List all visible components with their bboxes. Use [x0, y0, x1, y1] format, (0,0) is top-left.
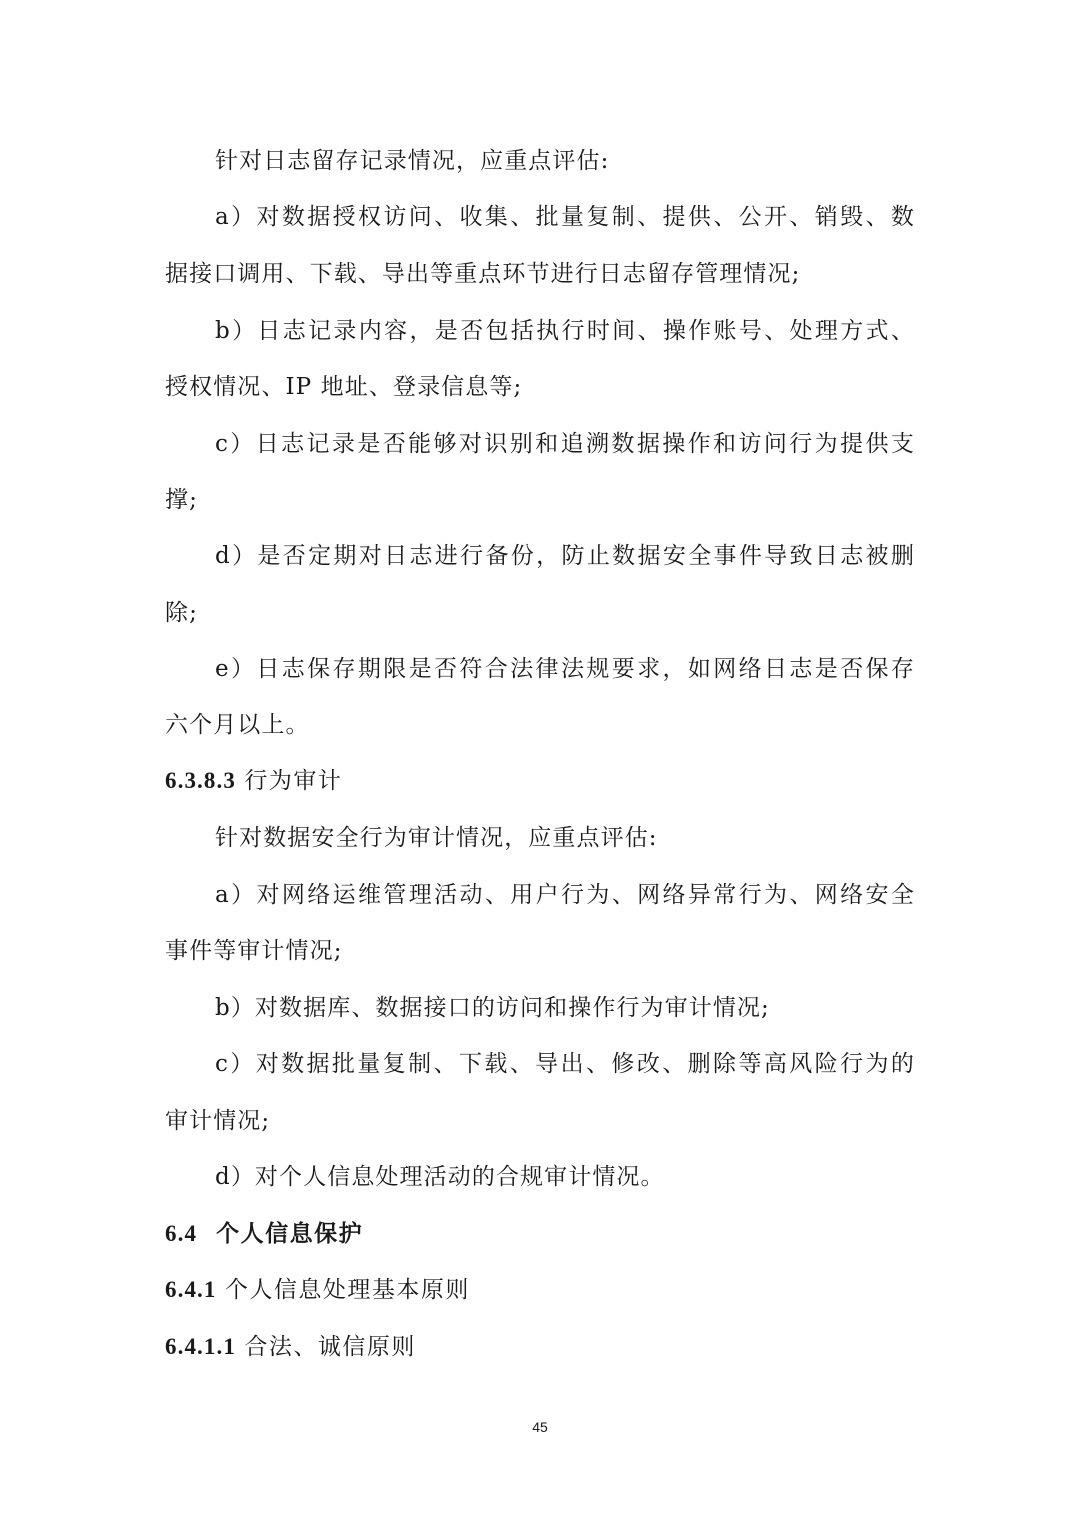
list-item-a-line2: 据接口调用、下载、导出等重点环节进行日志留存管理情况; — [165, 261, 801, 287]
audit-item-c-line2: 审计情况; — [165, 1108, 271, 1134]
audit-item-c-line1: c）对数据批量复制、下载、导出、修改、删除等高风险行为的 — [215, 1051, 915, 1077]
audit-item-b: b）对数据库、数据接口的访问和操作行为审计情况; — [215, 995, 770, 1021]
section-title: 个人信息保护 — [216, 1220, 364, 1247]
section-title: 个人信息处理基本原则 — [224, 1277, 470, 1303]
list-item-e-line2: 六个月以上。 — [165, 712, 310, 738]
audit-item-d: d）对个人信息处理活动的合规审计情况。 — [215, 1164, 665, 1190]
section-heading-641 — [165, 1274, 470, 1306]
paragraph-intro-logs: 针对日志留存记录情况，应重点评估: — [215, 148, 610, 174]
section-heading-6388 — [165, 765, 342, 797]
list-item-d-line2: 除; — [165, 600, 198, 626]
list-item-a-line1: a）对数据授权访问、收集、批量复制、提供、公开、销毁、数 — [215, 204, 915, 230]
list-item-e-line1: e）日志保存期限是否符合法律法规要求，如网络日志是否保存 — [215, 656, 915, 682]
section-heading-64 — [165, 1218, 363, 1250]
page-number: 45 — [532, 1419, 548, 1435]
section-number: 6.4.1.1 — [165, 1334, 236, 1359]
audit-item-a-line2: 事件等审计情况; — [165, 938, 343, 964]
paragraph-intro-audit: 针对数据安全行为审计情况，应重点评估: — [215, 825, 658, 851]
list-item-d-line1: d）是否定期对日志进行备份，防止数据安全事件导致日志被删 — [215, 543, 915, 569]
section-number: 6.4.1 — [165, 1277, 217, 1302]
list-item-c-line1: c）日志记录是否能够对识别和追溯数据操作和访问行为提供支 — [215, 431, 915, 457]
section-heading-6411 — [165, 1331, 416, 1363]
section-title: 合法、诚信原则 — [244, 1334, 416, 1360]
section-title: 行为审计 — [244, 768, 343, 794]
list-item-b-line1: b）日志记录内容，是否包括执行时间、操作账号、处理方式、 — [215, 318, 915, 344]
list-item-c-line2: 撑; — [165, 487, 198, 513]
audit-item-a-line1: a）对网络运维管理活动、用户行为、网络异常行为、网络安全 — [215, 882, 915, 908]
section-number: 6.3.8.3 — [165, 768, 236, 793]
section-number: 6.4 — [165, 1221, 198, 1246]
list-item-b-line2: 授权情况、IP 地址、登录信息等; — [165, 374, 523, 400]
